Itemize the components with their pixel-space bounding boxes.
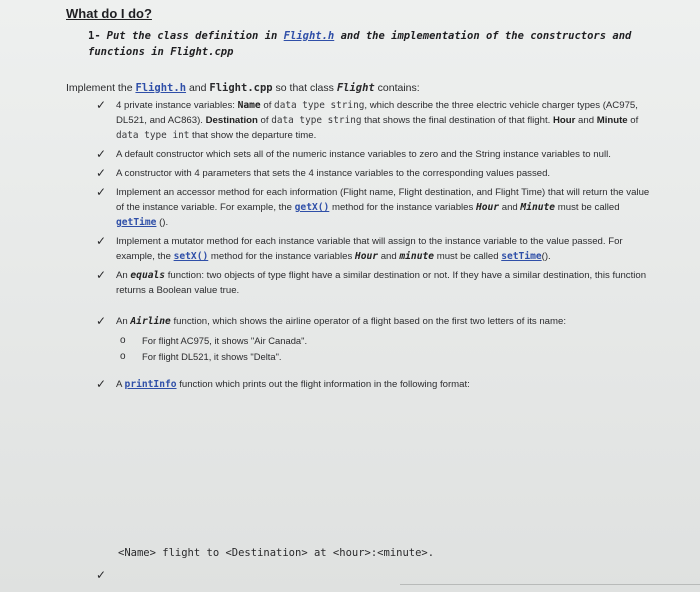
method-settime[interactable]: setTime (501, 251, 542, 262)
intro-file-cpp: Flight.cpp (209, 82, 273, 94)
check-icon: ✓ (96, 314, 107, 328)
requirements-list (96, 98, 656, 396)
intro-text-b: and (186, 82, 210, 94)
intro-paragraph (66, 82, 666, 94)
item-text: Implement an accessor method for each information (Flight name, Flight destination, and Flight Time) that will return the value of the instance variable. For example, the (116, 187, 650, 213)
method-equals: equals (130, 270, 166, 281)
method-gettime[interactable]: getTime (116, 217, 157, 228)
var-minute: minute (399, 251, 435, 262)
var-minute: Minute (596, 115, 628, 126)
type-string: data type string (271, 115, 362, 126)
item-text: (). (156, 217, 169, 228)
list-item (96, 268, 656, 298)
bullet-icon: o (120, 335, 126, 346)
item-text: must be called (555, 202, 620, 213)
item-text: of (260, 100, 275, 111)
type-string: data type string (274, 100, 365, 111)
bullet-icon: o (120, 351, 126, 362)
intro-class-name: Flight (336, 82, 375, 94)
list-item (96, 147, 656, 162)
list-item (96, 185, 656, 230)
item-text: A (116, 379, 125, 390)
item-text: and (499, 202, 521, 213)
list-item (96, 166, 656, 181)
task-file-cpp: Flight.cpp (170, 46, 234, 58)
item-text: Implement a mutator method for each instance variable that will assign to the instance variable to the value passed. For example, the (116, 236, 623, 262)
method-setx[interactable]: setX() (173, 251, 209, 262)
item-text: (). (541, 251, 551, 262)
check-icon: ✓ (96, 377, 107, 391)
item-text: 4 private instance variables: (116, 100, 238, 111)
sub-list-item (96, 349, 656, 365)
item-text: function which prints out the flight information in the following format: (176, 379, 470, 390)
intro-text-d: contains: (374, 82, 420, 94)
check-icon: ✓ (96, 268, 107, 282)
var-hour: Hour (354, 251, 379, 262)
item-text: method for the instance variables (208, 251, 355, 262)
item-text: A constructor with 4 parameters that sets the 4 instance variables to the corresponding values passed. (116, 168, 551, 179)
item-text: of (257, 115, 272, 126)
item-text: that show the departure time. (189, 130, 317, 141)
item-text: that shows the final destination of that flight. (361, 115, 553, 126)
method-getx[interactable]: getX() (294, 202, 330, 213)
check-icon: ✓ (96, 98, 107, 112)
intro-text-c: so that class (272, 82, 337, 94)
item-text: and (378, 251, 400, 262)
check-icon: ✓ (96, 166, 107, 180)
output-format-line: <Name> flight to <Destination> at <hour>:<minute>. (118, 547, 435, 559)
check-icon: ✓ (96, 568, 107, 582)
sub-item-text: For flight DL521, it shows "Delta". (142, 351, 282, 362)
item-text: An (116, 270, 131, 281)
var-hour: Hour (475, 202, 500, 213)
item-text: method for the instance variables (329, 202, 476, 213)
method-printinfo[interactable]: printInfo (124, 379, 177, 390)
check-icon: ✓ (96, 185, 107, 199)
var-minute: Minute (520, 202, 556, 213)
item-text: A default constructor which sets all of the numeric instance variables to zero and the String instance variables to null. (116, 149, 611, 160)
item-text: An (116, 316, 131, 327)
item-text: must be called (434, 251, 502, 262)
file-link-flight-h-2[interactable]: Flight.h (135, 82, 187, 94)
intro-text-a: Implement the (66, 82, 136, 94)
var-destination: Destination (205, 115, 258, 126)
var-hour: Hour (552, 115, 576, 126)
check-icon: ✓ (96, 234, 107, 248)
task-text-b: and the implementation of the constructors and functions in (88, 30, 632, 58)
task-text-a: Put the class definition in (106, 30, 284, 42)
list-item (96, 377, 656, 392)
page-heading: What do I do? (66, 6, 152, 21)
item-text: function, which shows the airline operator of a flight based on the first two letters of its name: (170, 316, 566, 327)
item-text: of (627, 115, 639, 126)
file-link-flight-h[interactable]: Flight.h (283, 30, 335, 42)
list-item (96, 234, 656, 264)
item-text: , which describe the three electric vehicle charger types (AC975, DL521, and AC863). (116, 100, 638, 126)
sub-item-text: For flight AC975, it shows "Air Canada". (142, 335, 308, 346)
item-text: and (575, 115, 597, 126)
list-item (96, 314, 656, 329)
sub-list-item (96, 333, 656, 349)
item-text: function: two objects of type flight have a similar destination or not. If they have a similar destination, this function returns a Boolean value true. (116, 270, 647, 296)
task-number: 1- (88, 30, 101, 42)
method-airline: Airline (130, 316, 171, 327)
var-name: Name (237, 100, 261, 111)
check-icon: ✓ (96, 147, 107, 161)
cut-off-line (400, 584, 700, 585)
list-item (96, 98, 656, 143)
task-instruction (88, 28, 648, 60)
type-int: data type int (116, 130, 190, 141)
